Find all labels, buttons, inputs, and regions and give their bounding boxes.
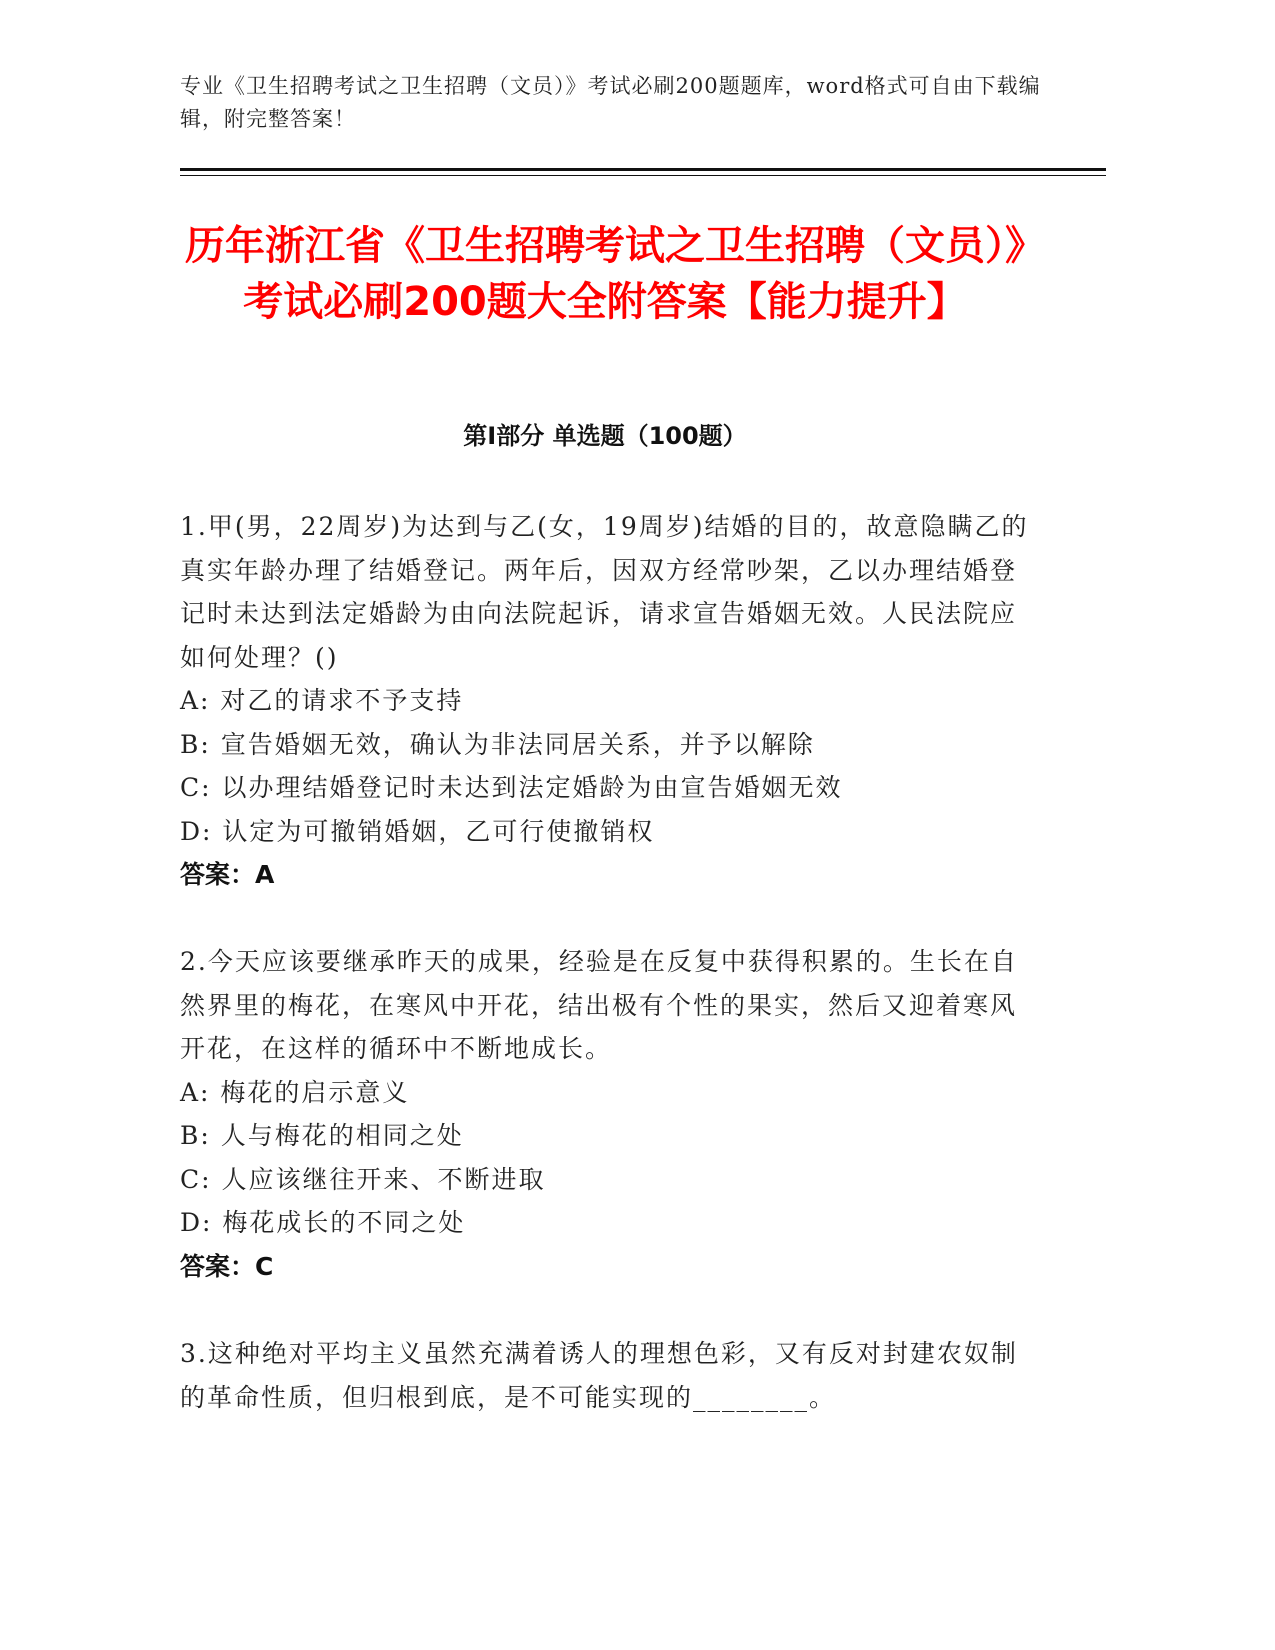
option-d: D: 梅花成长的不同之处: [180, 1208, 466, 1237]
header-rule-thick: [180, 168, 1106, 171]
question-text: 2.今天应该要继承昨天的成果，经验是在反复中获得积累的。生长在自然界里的梅花，在寒风中开花，结出极有个性的果实，然后又迎着寒风开花，在这样的循环中不断地成长。: [180, 947, 1018, 1063]
header-rule-thin: [180, 175, 1106, 176]
section-heading: 第Ⅰ部分 单选题（100题）: [463, 422, 747, 450]
option-a: A: 梅花的启示意义: [180, 1077, 410, 1107]
option-c: C: 人应该继往开来、不断进取: [180, 1164, 546, 1194]
answer-line: 答案：C: [180, 1251, 274, 1281]
option-a: A: 对乙的请求不予支持: [180, 686, 464, 715]
option-b: B: 宣告婚姻无效，确认为非法同居关系，并予以解除: [180, 729, 815, 759]
question-block: [180, 940, 1030, 1288]
answer-line: 答案：A: [180, 860, 275, 889]
header-note: 专业《卫生招聘考试之卫生招聘（文员）》考试必刷200题题库，word格式可自由下载编辑，附完整答案！: [180, 74, 1041, 131]
option-b: B: 人与梅花的相同之处: [180, 1121, 464, 1150]
option-c: C: 以办理结婚登记时未达到法定婚龄为由宣告婚姻无效: [180, 773, 843, 802]
question-text: 3.这种绝对平均主义虽然充满着诱人的理想色彩，又有反对封建农奴制的革命性质，但归根到底，是不可能实现的________。: [180, 1339, 1018, 1412]
document-title: 历年浙江省《卫生招聘考试之卫生招聘（文员）》考试必刷200题大全附答案【能力提升】: [185, 223, 1025, 325]
question-block: [180, 505, 1030, 897]
option-d: D: 认定为可撤销婚姻，乙可行使撤销权: [180, 816, 655, 846]
question-text: 1.甲(男，22周岁)为达到与乙(女，19周岁)结婚的目的，故意隐瞒乙的真实年龄办理了结婚登记。两年后，因双方经常吵架，乙以办理结婚登记时未达到法定婚龄为由向法院起诉，请求宣告婚姻无效。人民法院应如何处理？(): [180, 512, 1029, 672]
question-block: [180, 1332, 1030, 1419]
